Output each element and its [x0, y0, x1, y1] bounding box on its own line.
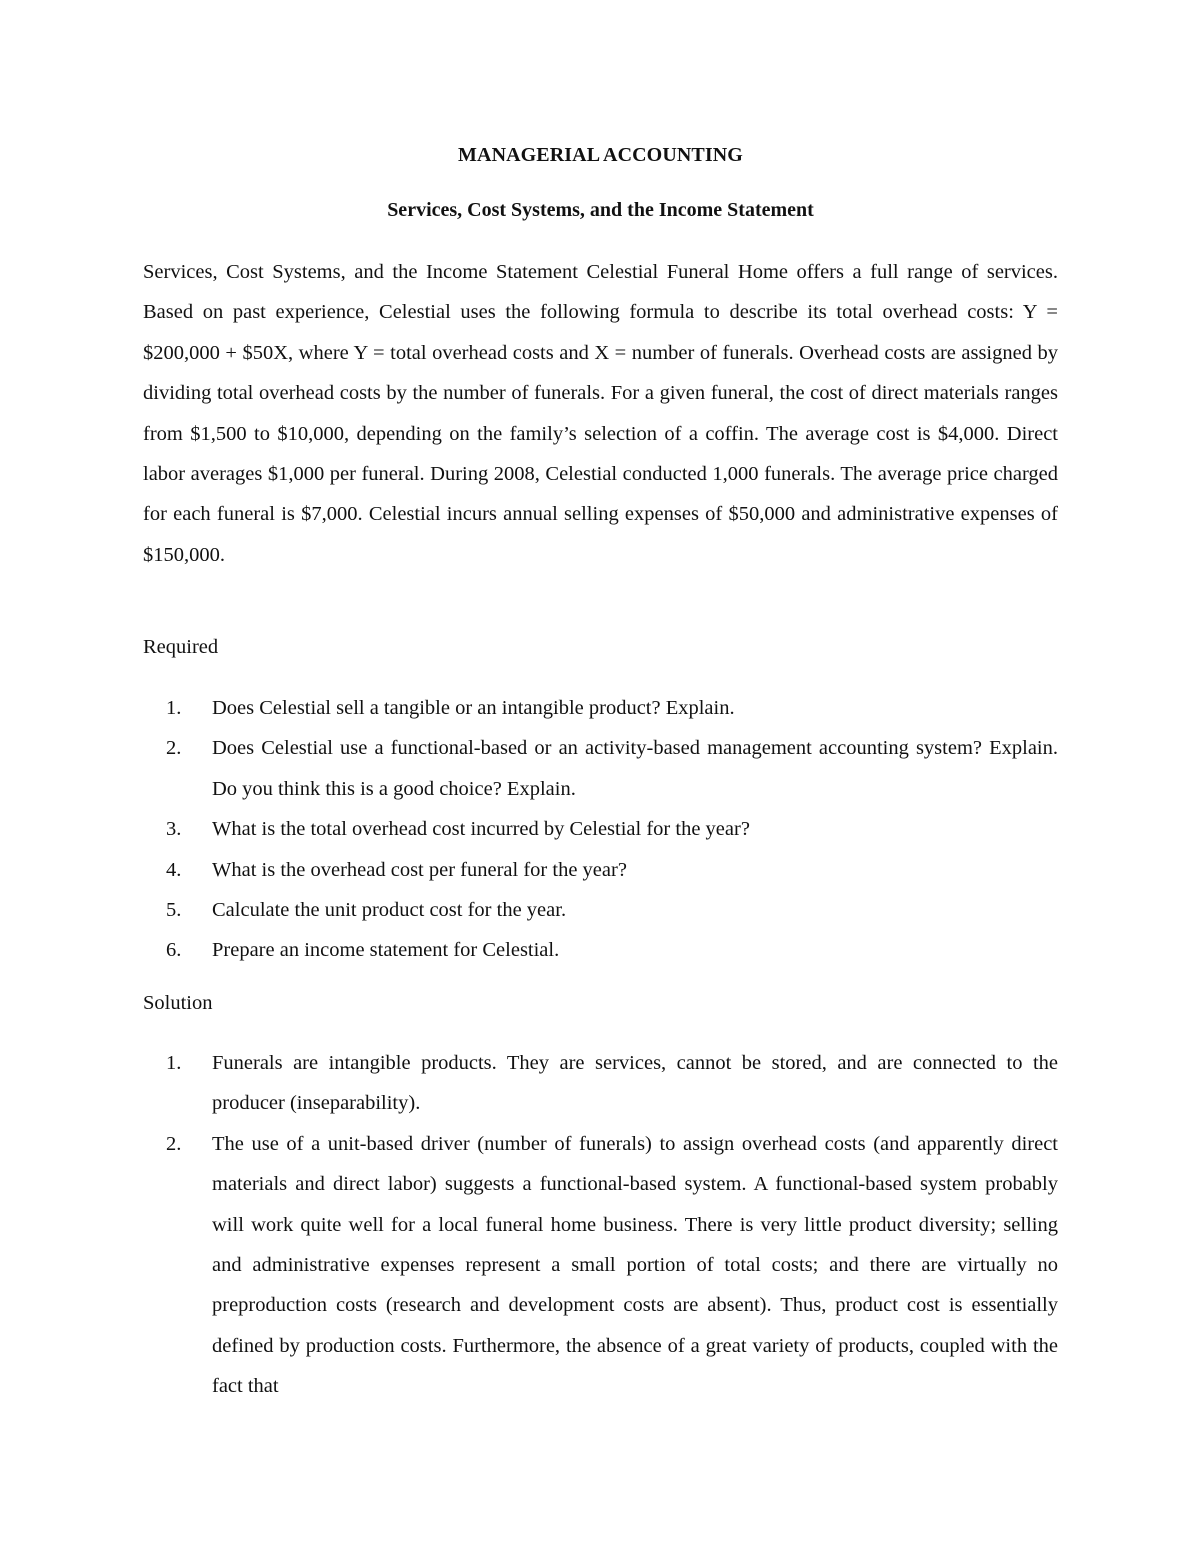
list-item: [143, 890, 1058, 930]
list-item-number: 2.: [166, 1132, 182, 1155]
list-item-text: Calculate the unit product cost for the year.: [212, 899, 567, 922]
solution-heading: Solution: [143, 992, 213, 1014]
list-item: [143, 728, 1058, 809]
list-item: [143, 688, 1058, 728]
list-item-number: 4.: [166, 858, 182, 881]
document-subtitle: Services, Cost Systems, and the Income Statement: [387, 199, 814, 221]
list-item-number: 2.: [166, 737, 182, 760]
list-item-number: 3.: [166, 818, 182, 841]
solution-list: [143, 1043, 1058, 1407]
list-item-number: 6.: [166, 939, 182, 962]
required-list: [143, 688, 1058, 971]
list-item-number: 1.: [166, 697, 182, 719]
list-item: [143, 930, 1058, 970]
list-item: [143, 809, 1058, 849]
required-heading: Required: [143, 636, 219, 658]
list-item: [143, 1124, 1058, 1407]
list-item-text: Prepare an income statement for Celestial.: [212, 939, 560, 962]
intro-paragraph: Services, Cost Systems, and the Income Statement Celestial Funeral Home offers a full range of services. Based on past experience, Celestial uses the following formula to describe its total overhead costs: Y = $200,000 + $50X, where Y = total overhead costs and X = number of funerals. Overhead costs are assigned by dividing total overhead costs by the number of funerals. For a given funeral, the cost of direct materials ranges from $1,500 to $10,000, depending on the family’s selection of a coffin. The average cost is $4,000. Direct labor averages $1,000 per funeral. During 2008, Celestial conducted 1,000 funerals. The average price charged for each funeral is $7,000. Celestial incurs annual selling expenses of $50,000 and administrative expenses of $150,000.: [143, 261, 1058, 566]
list-item-text: The use of a unit-based driver (number of funerals) to assign overhead costs (and apparently direct materials and direct labor) suggests a functional-based system. A functional-based system probably will work quite well for a local funeral home business. There is very little product diversity; selling and administrative expenses represent a small portion of total costs; and there are virtually no preproduction costs (research and development costs are absent). Thus, product cost is essentially defined by production costs. Furthermore, the absence of a great variety of products, coupled with the fact that: [212, 1132, 1058, 1398]
list-item: [143, 1043, 1058, 1124]
document-title: MANAGERIAL ACCOUNTING: [458, 144, 743, 166]
list-item: [143, 850, 1058, 890]
list-item-text: What is the total overhead cost incurred by Celestial for the year?: [212, 818, 750, 841]
list-item-text: What is the overhead cost per funeral for the year?: [212, 858, 627, 881]
list-item-text: Funerals are intangible products. They are services, cannot be stored, and are connected to the producer (inseparability).: [212, 1052, 1058, 1115]
list-item-number: 5.: [166, 899, 182, 922]
list-item-text: Does Celestial use a functional-based or an activity-based management accounting system? Explain. Do you think this is a good choice? Explain.: [212, 737, 1058, 800]
list-item-text: Does Celestial sell a tangible or an intangible product? Explain.: [212, 697, 735, 719]
list-item-number: 1.: [166, 1052, 182, 1074]
